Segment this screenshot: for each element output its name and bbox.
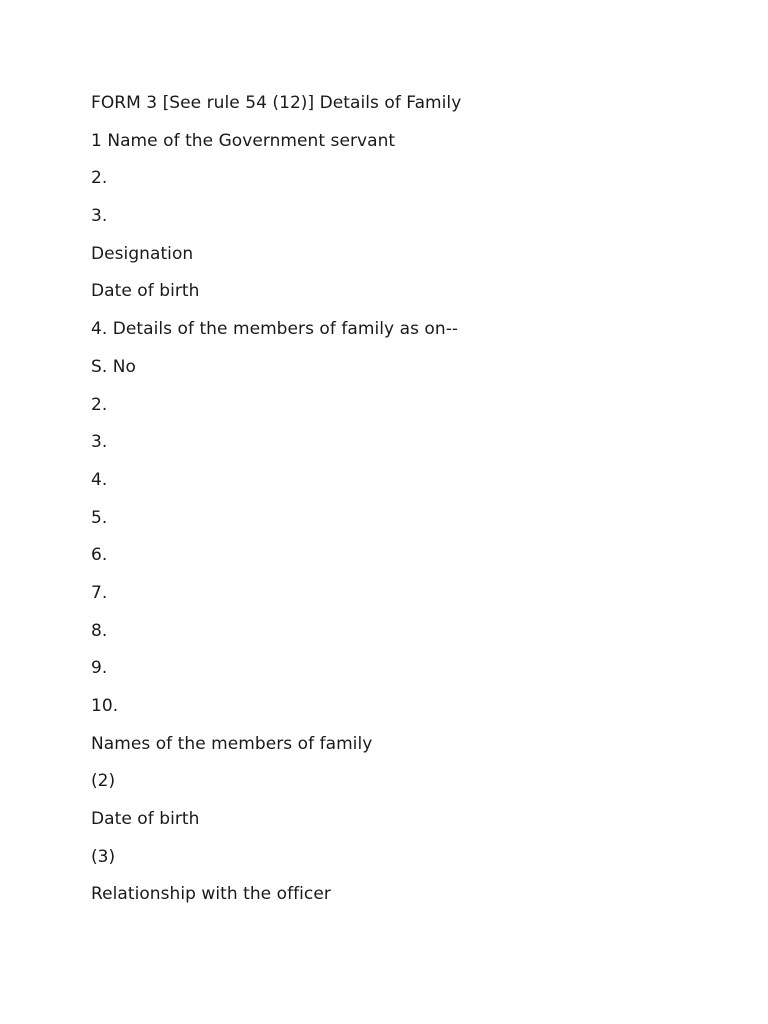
field-date-of-birth: Date of birth bbox=[91, 281, 200, 302]
column-number: (3) bbox=[91, 846, 116, 867]
column-number: (2) bbox=[91, 771, 116, 792]
column-serial-number: S. No bbox=[91, 356, 136, 377]
serial-number-row: 3. bbox=[91, 432, 108, 453]
form-title: FORM 3 [See rule 54 (12)] Details of Family bbox=[91, 93, 462, 113]
serial-number-row: 9. bbox=[91, 658, 108, 679]
serial-number-row: 7. bbox=[91, 582, 108, 603]
section-family-members-heading: 4. Details of the members of family as on-- bbox=[91, 319, 459, 340]
serial-number-row: 2. bbox=[91, 394, 108, 415]
column-date-of-birth: Date of birth bbox=[91, 809, 200, 830]
serial-number-row: 6. bbox=[91, 545, 108, 566]
column-relationship: Relationship with the officer bbox=[91, 884, 331, 905]
field-designation: Designation bbox=[91, 243, 194, 264]
document-body bbox=[91, 91, 461, 920]
field-government-servant-name: 1 Name of the Government servant bbox=[91, 130, 396, 151]
column-member-names: Names of the members of family bbox=[91, 733, 373, 754]
serial-number-row: 10. bbox=[91, 696, 119, 716]
serial-number-row: 8. bbox=[91, 620, 108, 641]
item-number: 2. bbox=[91, 168, 108, 189]
item-number: 3. bbox=[91, 206, 108, 227]
serial-number-row: 4. bbox=[91, 469, 108, 490]
serial-number-row: 5. bbox=[91, 507, 108, 528]
